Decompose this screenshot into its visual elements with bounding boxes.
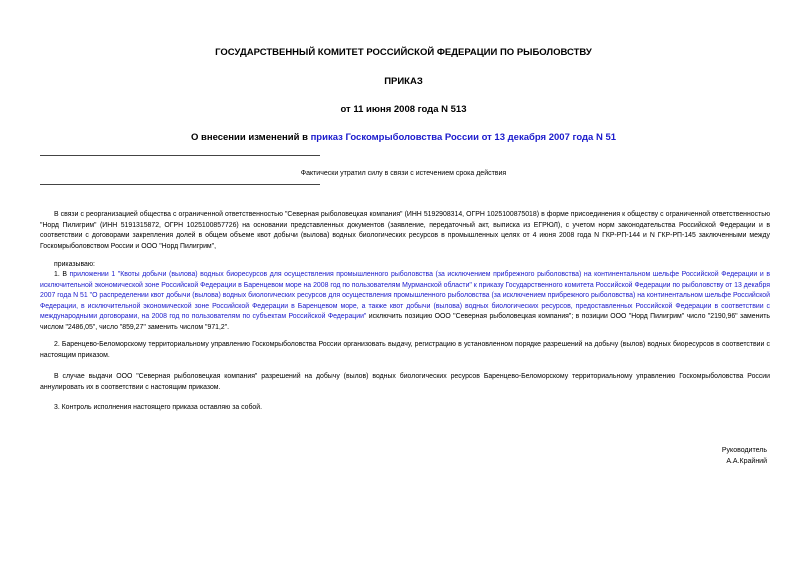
order-word: приказываю: bbox=[54, 261, 95, 268]
item-2b-paragraph: В случае выдачи ООО "Северная рыболовецкая компания" разрешений на добычу (вылов) водных биологических ресурсов Баренцево-Беломорскому территориальному управлению Госкомрыболовства России аннулировать их в соответствии с настоящим приказом. bbox=[40, 373, 770, 391]
divider-top bbox=[40, 155, 320, 156]
divider-bottom bbox=[40, 184, 320, 185]
document-subject bbox=[0, 132, 807, 143]
signature-name: А.А.Крайний bbox=[726, 458, 767, 465]
item-1-suffix: исключить позицию ООО "Северная рыболовецкая компания"; в позиции ООО "Норд Пилигрим" число "2190,96" заменить числом "2486,05", число "859,27" заменить числом "971,2". bbox=[40, 313, 770, 331]
subject-prefix: О внесении изменений в bbox=[190, 132, 311, 143]
document-type: ПРИКАЗ bbox=[384, 76, 423, 87]
item-1-link[interactable]: приложении 1 "Квоты добычи (вылова) водных биоресурсов для осуществления промышленного рыболовства (за исключением прибрежного рыболовства) на континентальном шельфе Российской Федерации и в исключительной экономической зоне Российской Федерации в Баренцевом море на 2008 год по пользователям Мурманской области" к приказу Государственного комитета Российской Федерации по рыболовству от 13 декабря 2007 года N 51 "О распределении квот добычи (вылова) водных биологических ресурсов для осуществления промышленного рыболовства (за исключением прибрежного рыболовства) на континентальном шельфе Российской Федерации, в исключительной экономической зоне Российской Федерации в Баренцевом море, а также квот добычи (вылова) водных биологических ресурсов, предоставленных Российской Федерации в соответствии с международными договорами, на 2008 год по пользователям по субъектам Российской Федерации" bbox=[40, 271, 770, 321]
subject-link[interactable]: приказ Госкомрыболовства России от 13 декабря 2007 года N 51 bbox=[310, 132, 617, 143]
item-2-paragraph: 2. Баренцево-Беломорскому территориальному управлению Госкомрыболовства России организовать выдачу, регистрацию в установленном порядке разрешений на добычу (вылов) водных биоресурсов в соответствии с настоящим приказом. bbox=[40, 341, 770, 359]
committee-title: ГОСУДАРСТВЕННЫЙ КОМИТЕТ РОССИЙСКОЙ ФЕДЕРАЦИИ ПО РЫБОЛОВСТВУ bbox=[215, 47, 592, 58]
preamble-paragraph: В связи с реорганизацией общества с ограниченной ответственностью "Северная рыболовецкая компания" (ИНН 5192908314, ОГРН 1025100875018) в форме присоединения к обществу с ограниченной ответственностью "Норд Пилигрим" (ИНН 5191315872, ОГРН 1025100857726) на основании представленных документов (заявление, передаточный акт, выписка из ЕГРЮЛ), с учетом норм законодательства Российской Федерации и в соответствии с договорами закрепления долей в общем объеме квот добычи (вылова) водных биологических ресурсов в промышленных целях от 4 июня 2008 года N ГКР-РП-144 и N ГКР-РП-145 заключенными между Госкомрыболовством России и ООО "Норд Пилигрим", bbox=[40, 211, 770, 250]
item-1-paragraph bbox=[40, 270, 770, 334]
item-1-prefix: 1. В bbox=[54, 271, 70, 278]
signature-title: Руководитель bbox=[721, 447, 767, 454]
status-note: Фактически утратил силу в связи с истечением срока действия bbox=[300, 170, 507, 177]
item-3-paragraph: 3. Контроль исполнения настоящего приказа оставляю за собой. bbox=[54, 404, 262, 411]
document-date: от 11 июня 2008 года N 513 bbox=[340, 104, 467, 115]
